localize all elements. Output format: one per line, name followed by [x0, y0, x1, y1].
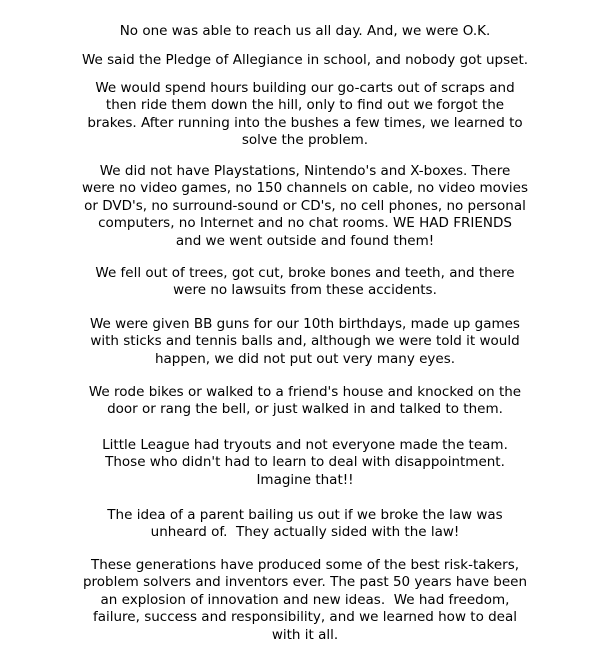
text-line: We fell out of trees, got cut, broke bones and teeth, and there [95, 265, 515, 281]
text-line: or DVD's, no surround-sound or CD's, no cell phones, no personal [84, 197, 526, 214]
paragraph-trees [0, 265, 610, 300]
paragraph-reachability [0, 23, 610, 40]
text-line: then ride them down the hill, only to find out we forgot the [105, 97, 505, 114]
text-line: We rode bikes or walked to a friend's house and knocked on the [88, 384, 522, 400]
text-line: Imagine that!! [256, 471, 354, 488]
text-line: Those who didn't had to learn to deal with disappointment. [105, 454, 505, 471]
paragraph-law [0, 507, 610, 542]
text-line: These generations have produced some of the best risk-takers, [90, 557, 520, 573]
text-line: brakes. After running into the bushes a few times, we learned to [87, 114, 523, 131]
paragraph-pledge [0, 52, 610, 69]
paragraph-go-carts [0, 80, 610, 150]
text-line: The idea of a parent bailing us out if we broke the law was [107, 507, 503, 523]
text-line: We were given BB guns for our 10th birthdays, made up games [90, 316, 520, 332]
text-line: unheard of. They actually sided with the law! [150, 524, 460, 541]
text-line: with it all. [271, 626, 339, 643]
text-line: Little League had tryouts and not everyone made the team. [102, 437, 508, 453]
text-line: No one was able to reach us all day. And, we were O.K. [119, 23, 491, 39]
paragraph-bikes [0, 384, 610, 419]
text-line: were no lawsuits from these accidents. [173, 282, 437, 299]
text-line: happen, we did not put out very many eyes. [154, 350, 456, 367]
text-line: solve the problem. [241, 132, 369, 149]
text-line: We did not have Playstations, Nintendo's and X-boxes. There [99, 163, 511, 179]
text-line: problem solvers and inventors ever. The past 50 years have been [82, 574, 528, 591]
text-line: were no video games, no 150 channels on cable, no video movies [81, 180, 529, 197]
paragraph-generations [0, 557, 610, 644]
text-line: We would spend hours building our go-carts out of scraps and [95, 80, 515, 96]
paragraph-little-league [0, 437, 610, 489]
paragraph-friends [0, 163, 610, 250]
text-line: We said the Pledge of Allegiance in school, and nobody got upset. [81, 52, 529, 68]
text-line: failure, success and responsibility, and we learned how to deal [92, 609, 518, 626]
text-line: with sticks and tennis balls and, although we were told it would [90, 333, 520, 350]
text-line: and we went outside and found them! [175, 232, 435, 249]
text-line: computers, no Internet and no chat rooms. WE HAD FRIENDS [98, 215, 512, 232]
paragraph-bb-guns [0, 316, 610, 368]
text-line: an explosion of innovation and new ideas. We had freedom, [100, 591, 510, 608]
text-line: door or rang the bell, or just walked in and talked to them. [107, 401, 503, 418]
